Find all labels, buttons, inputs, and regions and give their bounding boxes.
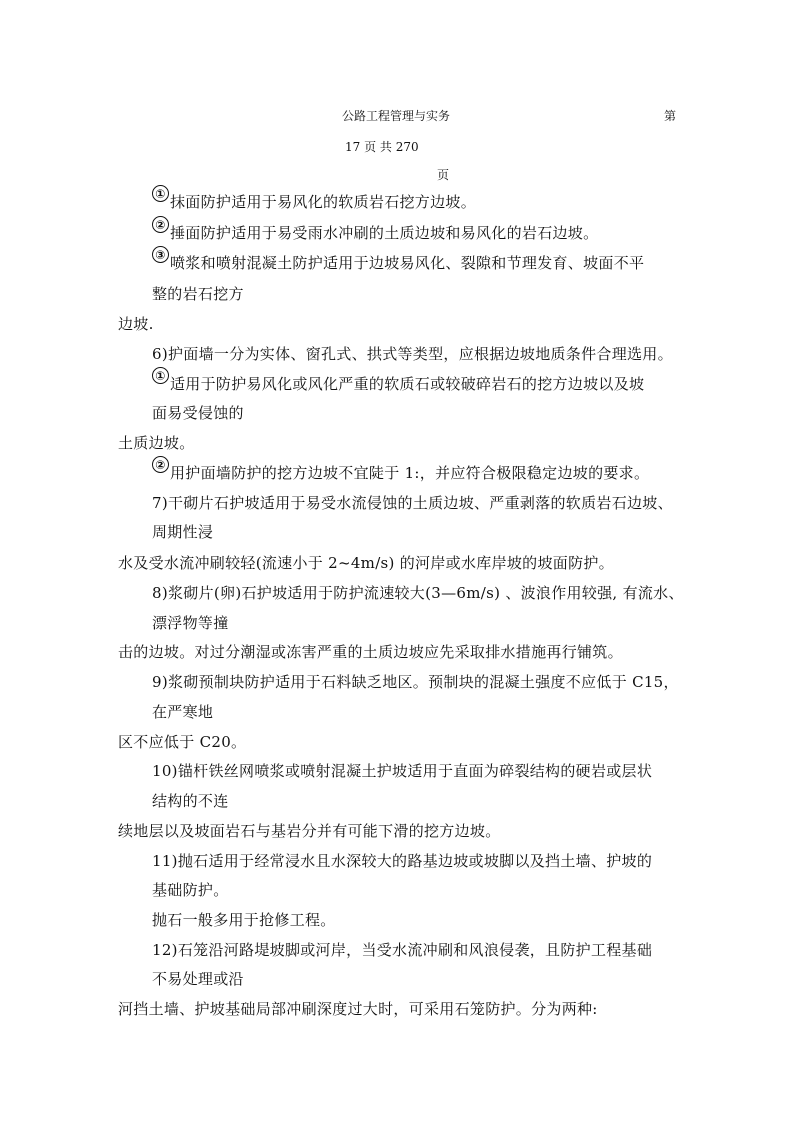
text-line: 8)浆砌片(卵)石护坡适用于防护流速较大(3—6m/s) 、波浪作用较强, 有流水、 [152, 584, 684, 602]
text-line: 7)干砌片石护坡适用于易受水流侵蚀的土质边坡、严重剥落的软质岩石边坡、 [152, 494, 673, 512]
text-line: 不易处理或沿 [152, 970, 244, 988]
circled-number-marker: ③ [152, 246, 169, 263]
text-line: 续地层以及坡面岩石与基岩分并有可能下滑的挖方边坡。 [118, 822, 501, 840]
text-line: 面易受侵蚀的 [152, 404, 244, 422]
text-line: 区不应低于 C20。 [118, 733, 247, 751]
text-line: 12)石笼沿河路堤坡脚或河岸，当受水流冲刷和风浪侵袭，且防护工程基础 [152, 941, 653, 959]
text-line: 11)抛石适用于经常浸水且水深较大的路基边坡或坡脚以及挡土墙、护坡的 [152, 852, 653, 870]
header-page-word: 第 [664, 109, 677, 123]
text-line: ③ 喷浆和喷射混凝土防护适用于边坡易风化、裂隙和节理发育、坡面不平 [152, 252, 644, 273]
text-line: 抛石一般多用于抢修工程。 [152, 911, 336, 929]
text-line: ② 用护面墙防护的挖方边坡不宜陡于 1:，并应符合极限稳定边坡的要求。 [152, 462, 649, 483]
circled-number-marker: ② [152, 216, 169, 233]
text-line: ① 适用于防护易风化或风化严重的软质石或较破碎岩石的挖方边坡以及坡 [152, 373, 644, 394]
text-line: 基础防护。 [152, 881, 229, 899]
header-page-info: 17 页 共 270 [345, 140, 419, 154]
text-line: 10)锚杆铁丝网喷浆或喷射混凝土护坡适用于直面为碎裂结构的硬岩或层状 [152, 762, 653, 780]
text-line: 在严寒地 [152, 703, 214, 721]
circled-number-marker: ① [152, 185, 169, 202]
text-line: 边坡. [118, 315, 154, 333]
text-line: ② 捶面防护适用于易受雨水冲刷的土质边坡和易风化的岩石边坡。 [152, 222, 598, 243]
text-line: 土质边坡。 [118, 434, 195, 452]
text-line: 河挡土墙、护坡基础局部冲刷深度过大时，可采用石笼防护。分为两种: [118, 1000, 598, 1018]
text-line: 击的边坡。对过分潮湿或冻害严重的土质边坡应先采取排水措施再行铺筑。 [118, 643, 623, 661]
text-line: 6)护面墙一分为实体、窗孔式、拱式等类型，应根据边坡地质条件合理选用。 [152, 345, 673, 363]
header-page-word-2: 页 [437, 168, 450, 182]
text-line: ① 抹面防护适用于易风化的软质岩石挖方边坡。 [152, 191, 476, 212]
circled-number-marker: ② [152, 456, 169, 473]
text-line: 整的岩石挖方 [152, 285, 244, 303]
text-line: 结构的不连 [152, 792, 229, 810]
text-line: 漂浮物等撞 [152, 614, 229, 632]
text-line: 周期性浸 [152, 523, 214, 541]
circled-number-marker: ① [152, 367, 169, 384]
text-line: 水及受水流冲刷较轻(流速小于 2~4m/s) 的河岸或水库岸坡的坡面防护。 [118, 554, 614, 572]
text-line: 9)浆砌预制块防护适用于石料缺乏地区。预制块的混凝土强度不应低于 C15， [152, 673, 679, 691]
header-title: 公路工程管理与实务 [342, 109, 451, 123]
